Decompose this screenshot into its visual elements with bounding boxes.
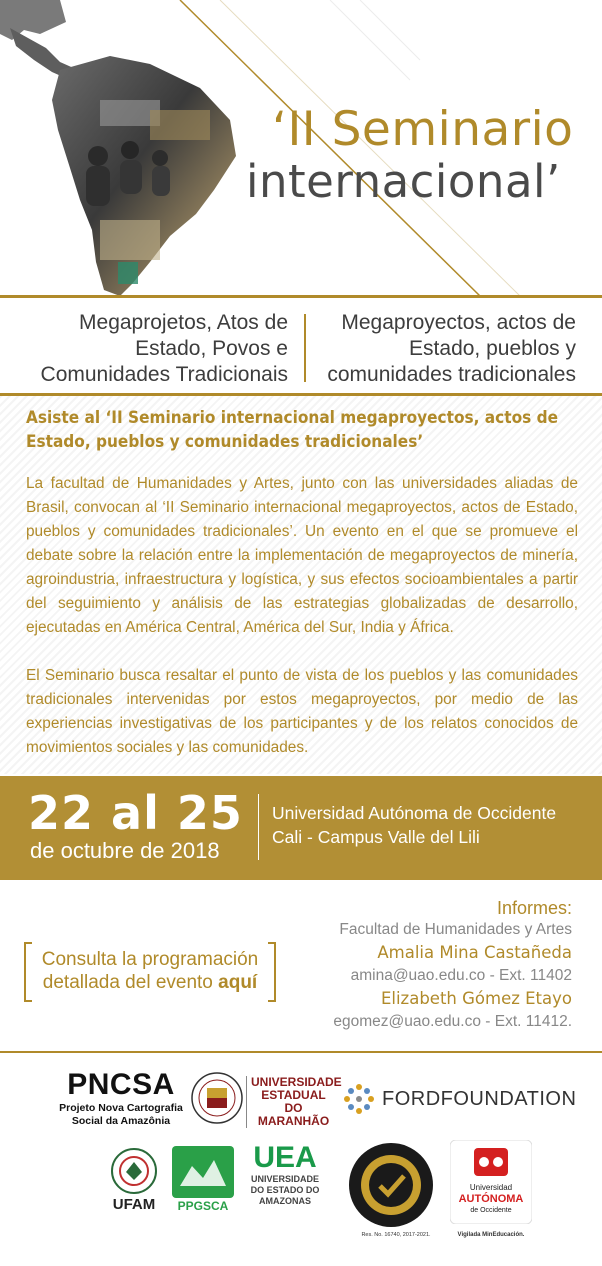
subtitle-pt-line: Estado, Povos e [135,337,288,360]
event-description [0,396,602,774]
date-divider [258,794,259,860]
uema-line: ESTADUAL DO [261,1088,326,1115]
venue-name: Universidad Autónoma de Occidente [272,803,557,823]
alta-calidad-seal [346,1140,436,1230]
contact-info [252,897,572,1033]
contact-faculty: Facultad de Humanidades y Artes [339,921,572,938]
ford-foundation-logo [342,1082,577,1116]
pncsa-logo [58,1068,184,1128]
contact-2-email[interactable]: egomez@uao.edu.co - Ext. 11412. [333,1013,572,1030]
contact-1-email[interactable]: amina@uao.edu.co - Ext. 11402 [350,967,572,984]
uea-logo [248,1142,322,1216]
subtitle-es-line: Estado, pueblos y [409,337,576,360]
contact-1-name: Amalia Mina Castañeda [377,943,572,962]
uea-line: UNIVERSIDADE [250,1174,319,1184]
ford-dots-icon [342,1082,376,1116]
pncsa-subtitle-2: Social da Amazônia [71,1115,171,1127]
uea-line: DO ESTADO DO [250,1185,320,1195]
seminar-title-line2: internacional’ [246,155,561,208]
subtitle-spanish [314,310,576,388]
subtitle-portuguese [0,310,288,388]
uema-name [246,1075,342,1128]
seminar-title-line1: ‘II Seminario [272,102,574,157]
subtitle-divider [304,314,306,382]
ford-name: FORDFOUNDATION [382,1088,577,1110]
program-link-line1: Consulta la programación [41,949,259,970]
uea-title: UEA [253,1141,317,1174]
venue-location: Cali - Campus Valle del Lili [272,827,480,847]
latin-america-map-collage [0,0,300,296]
program-link-prefix: detallada del evento [42,972,219,993]
uea-line: AMAZONAS [259,1196,311,1206]
ufam-logo [104,1146,164,1216]
uema-line: MARANHÃO [257,1114,330,1128]
ufam-seal-icon [104,1146,164,1196]
subtitle-pt-line: Megaprojetos, Atos de [79,311,288,334]
ppgsca-name: PPGSCA [177,1199,229,1213]
program-link-text[interactable] [24,948,276,994]
uema-logo [190,1064,342,1132]
pncsa-subtitle-1: Projeto Nova Cartografia [59,1102,183,1114]
uao-line-2: AUTÓNOMA [458,1193,524,1205]
divider-logos [0,1051,602,1053]
description-paragraph-2: El Seminario busca resaltar el punto de vista de los pueblos y las comunidades tradicionales intervenidas por estos megaproyectos, por medio de las experiencias investigativas de los participantes y de los relatos conocidos de movimientos sociales y las comunidades. [26,667,578,756]
bilingual-subtitles [0,300,602,392]
description-heading: Asiste al ‘II Seminario internacional megaproyectos, actos de Estado, pueblos y comunidades tradicionales’ [26,408,559,451]
pncsa-title: PNCSA [67,1068,175,1101]
contact-title: Informes: [496,898,572,918]
uema-seal-icon [190,1064,244,1132]
uema-line: UNIVERSIDADE [251,1075,342,1089]
accreditation-seal-icon [346,1140,436,1230]
subtitle-es-line: Megaproyectos, actos de [341,311,576,334]
subtitle-pt-line: Comunidades Tradicionais [40,363,288,386]
description-paragraph-1: La facultad de Humanidades y Artes, junto con las universidades aliadas de Brasil, convocan al ‘II Seminario internacional megaproyectos, actos de Estado, pueblos y comunidades tradicionales’. Un evento en el que se promueve el debate sobre la relación entre la implementación de megaproyectos de minería, agroindustria, infraestructura y logística, y sus efectos socioambientales a partir del seguimiento y análisis de las estrategias globalizadas de desarrollo, ejecutadas en América Central, América del Sur, India y África. [26,475,578,636]
header-banner [0,0,602,296]
uao-shield-icon [450,1140,532,1224]
uao-line-3: de Occidente [470,1207,512,1214]
ppgsca-logo [172,1146,234,1216]
contact-2-name: Elizabeth Gómez Etayo [380,989,572,1008]
uao-line-1: Universidad [469,1183,513,1192]
program-link-here[interactable]: aquí [218,972,258,993]
mineducacion-caption: Vigilada MinEducación. [457,1232,525,1238]
program-link-button[interactable] [24,942,276,1002]
event-days: 22 al 25 [28,786,243,840]
ppgsca-emblem-icon [172,1146,234,1216]
event-month-year: de octubre de 2018 [30,838,220,863]
accreditation-caption: Res. No. 16740, 2017-2021. [361,1232,431,1238]
subtitle-es-line: comunidades tradicionales [327,363,576,386]
uao-logo [450,1140,532,1224]
ufam-name: UFAM [112,1196,156,1213]
divider-top [0,295,602,298]
program-link-line2 [24,971,276,994]
event-date-band [0,776,602,880]
